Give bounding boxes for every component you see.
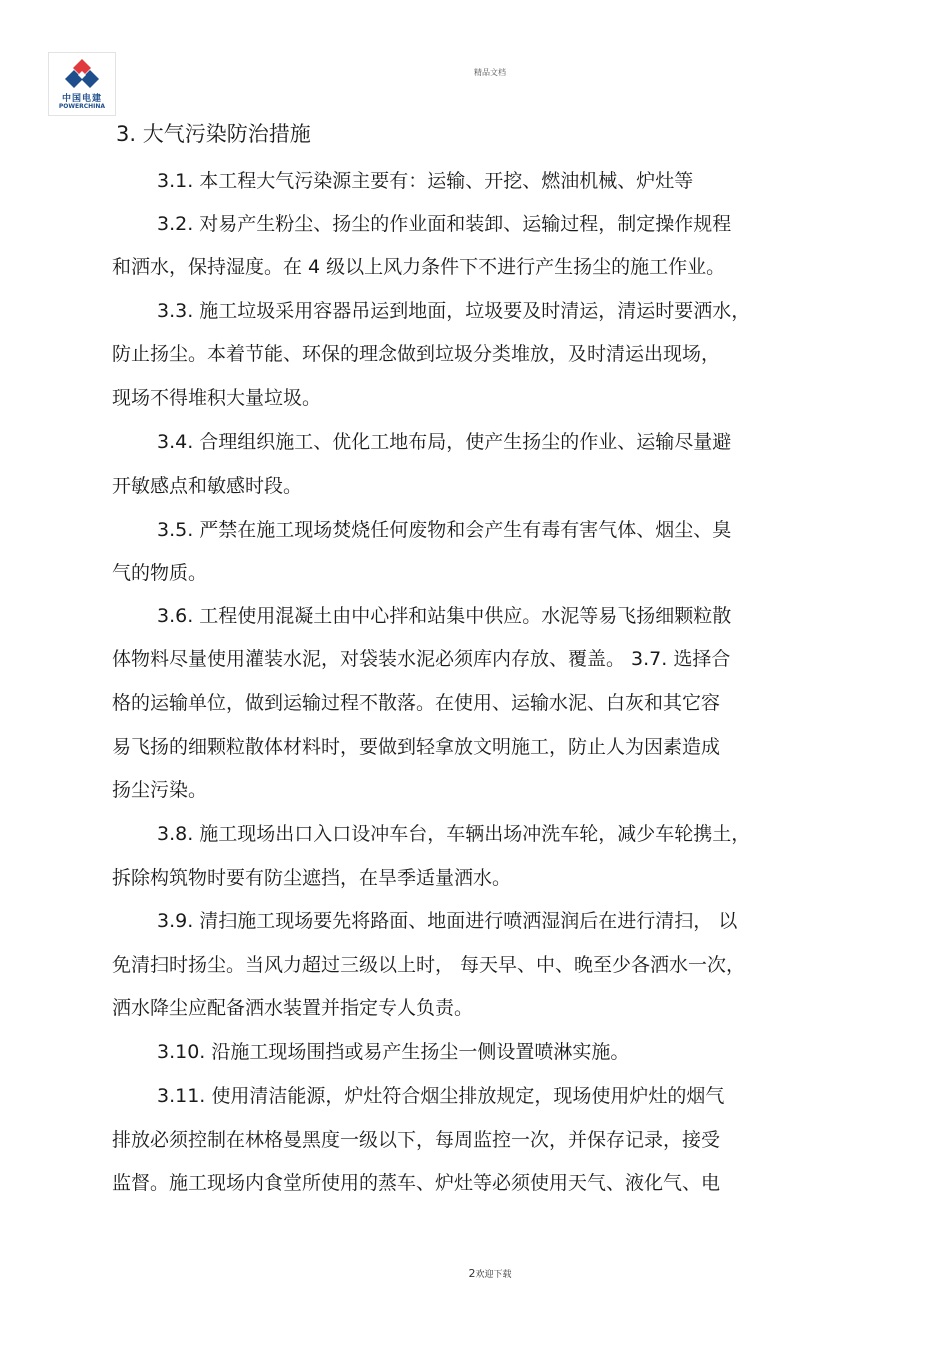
paragraph-line: 监督。施工现场内食堂所使用的蒸车、炉灶等必须使用天气、液化气、电	[112, 1172, 721, 1194]
header-note: 精品文档	[474, 68, 506, 77]
paragraph-line: 现场不得堆积大量垃圾。	[112, 387, 322, 409]
paragraph-line: 3.11. 使用清洁能源，炉灶符合烟尘排放规定，现场使用炉灶的烟气	[157, 1085, 725, 1107]
paragraph-line: 易飞扬的细颗粒散体材料时，要做到轻拿放文明施工，防止人为因素造成	[112, 736, 721, 758]
paragraph-line: 洒水降尘应配备洒水装置并指定专人负责。	[112, 997, 474, 1019]
section-title: 3. 大气污染防治措施	[116, 122, 311, 146]
paragraph-line: 拆除构筑物时要有防尘遮挡，在旱季适量洒水。	[112, 867, 512, 889]
paragraph-line: 格的运输单位，做到运输过程不散落。在使用、运输水泥、白灰和其它容	[112, 692, 721, 714]
paragraph-line: 3.3. 施工垃圾采用容器吊运到地面，垃圾要及时清运，清运时要洒水，	[157, 300, 751, 322]
paragraph-line: 排放必须控制在林格曼黑度一级以下，每周监控一次，并保存记录，接受	[112, 1129, 721, 1151]
page-number: 2	[468, 1267, 476, 1280]
paragraph-line: 3.2. 对易产生粉尘、扬尘的作业面和装卸、运输过程，制定操作规程	[157, 213, 732, 235]
paragraph-line: 体物料尽量使用灌装水泥，对袋装水泥必须库内存放、覆盖。 3.7. 选择合	[112, 648, 731, 670]
page-footer	[0, 1267, 950, 1280]
paragraph-line: 3.5. 严禁在施工现场焚烧任何废物和会产生有毒有害气体、烟尘、臭	[157, 519, 732, 541]
paragraph-line: 3.10. 沿施工现场围挡或易产生扬尘一侧设置喷淋实施。	[157, 1041, 630, 1063]
paragraph-line: 3.9. 清扫施工现场要先将路面、地面进行喷洒湿润后在进行清扫， 以	[157, 910, 738, 932]
company-logo	[48, 52, 116, 116]
paragraph-line: 3.4. 合理组织施工、优化工地布局，使产生扬尘的作业、运输尽量避	[157, 431, 732, 453]
paragraph-line: 扬尘污染。	[112, 779, 208, 801]
paragraph-line: 气的物质。	[112, 562, 208, 584]
footer-text: 欢迎下载	[475, 1270, 512, 1280]
logo-chinese-text: 中国电建	[61, 94, 102, 104]
paragraph-line: 和洒水，保持湿度。在 4 级以上风力条件下不进行产生扬尘的施工作业。	[112, 256, 726, 278]
paragraph-line: 3.6. 工程使用混凝土由中心拌和站集中供应。水泥等易飞扬细颗粒散	[157, 605, 732, 627]
paragraph-line: 开敏感点和敏感时段。	[112, 475, 303, 497]
paragraph-line: 免清扫时扬尘。当风力超过三级以上时， 每天早、中、晚至少各洒水一次，	[112, 954, 746, 976]
logo-english-text: POWERCHINA	[58, 103, 106, 110]
paragraph-line: 3.1. 本工程大气污染源主要有：运输、开挖、燃油机械、炉灶等	[157, 170, 694, 192]
paragraph-line: 3.8. 施工现场出口入口设冲车台，车辆出场冲洗车轮，减少车轮携土，	[157, 823, 751, 845]
paragraph-line: 防止扬尘。本着节能、环保的理念做到垃圾分类堆放，及时清运出现场，	[112, 343, 721, 365]
